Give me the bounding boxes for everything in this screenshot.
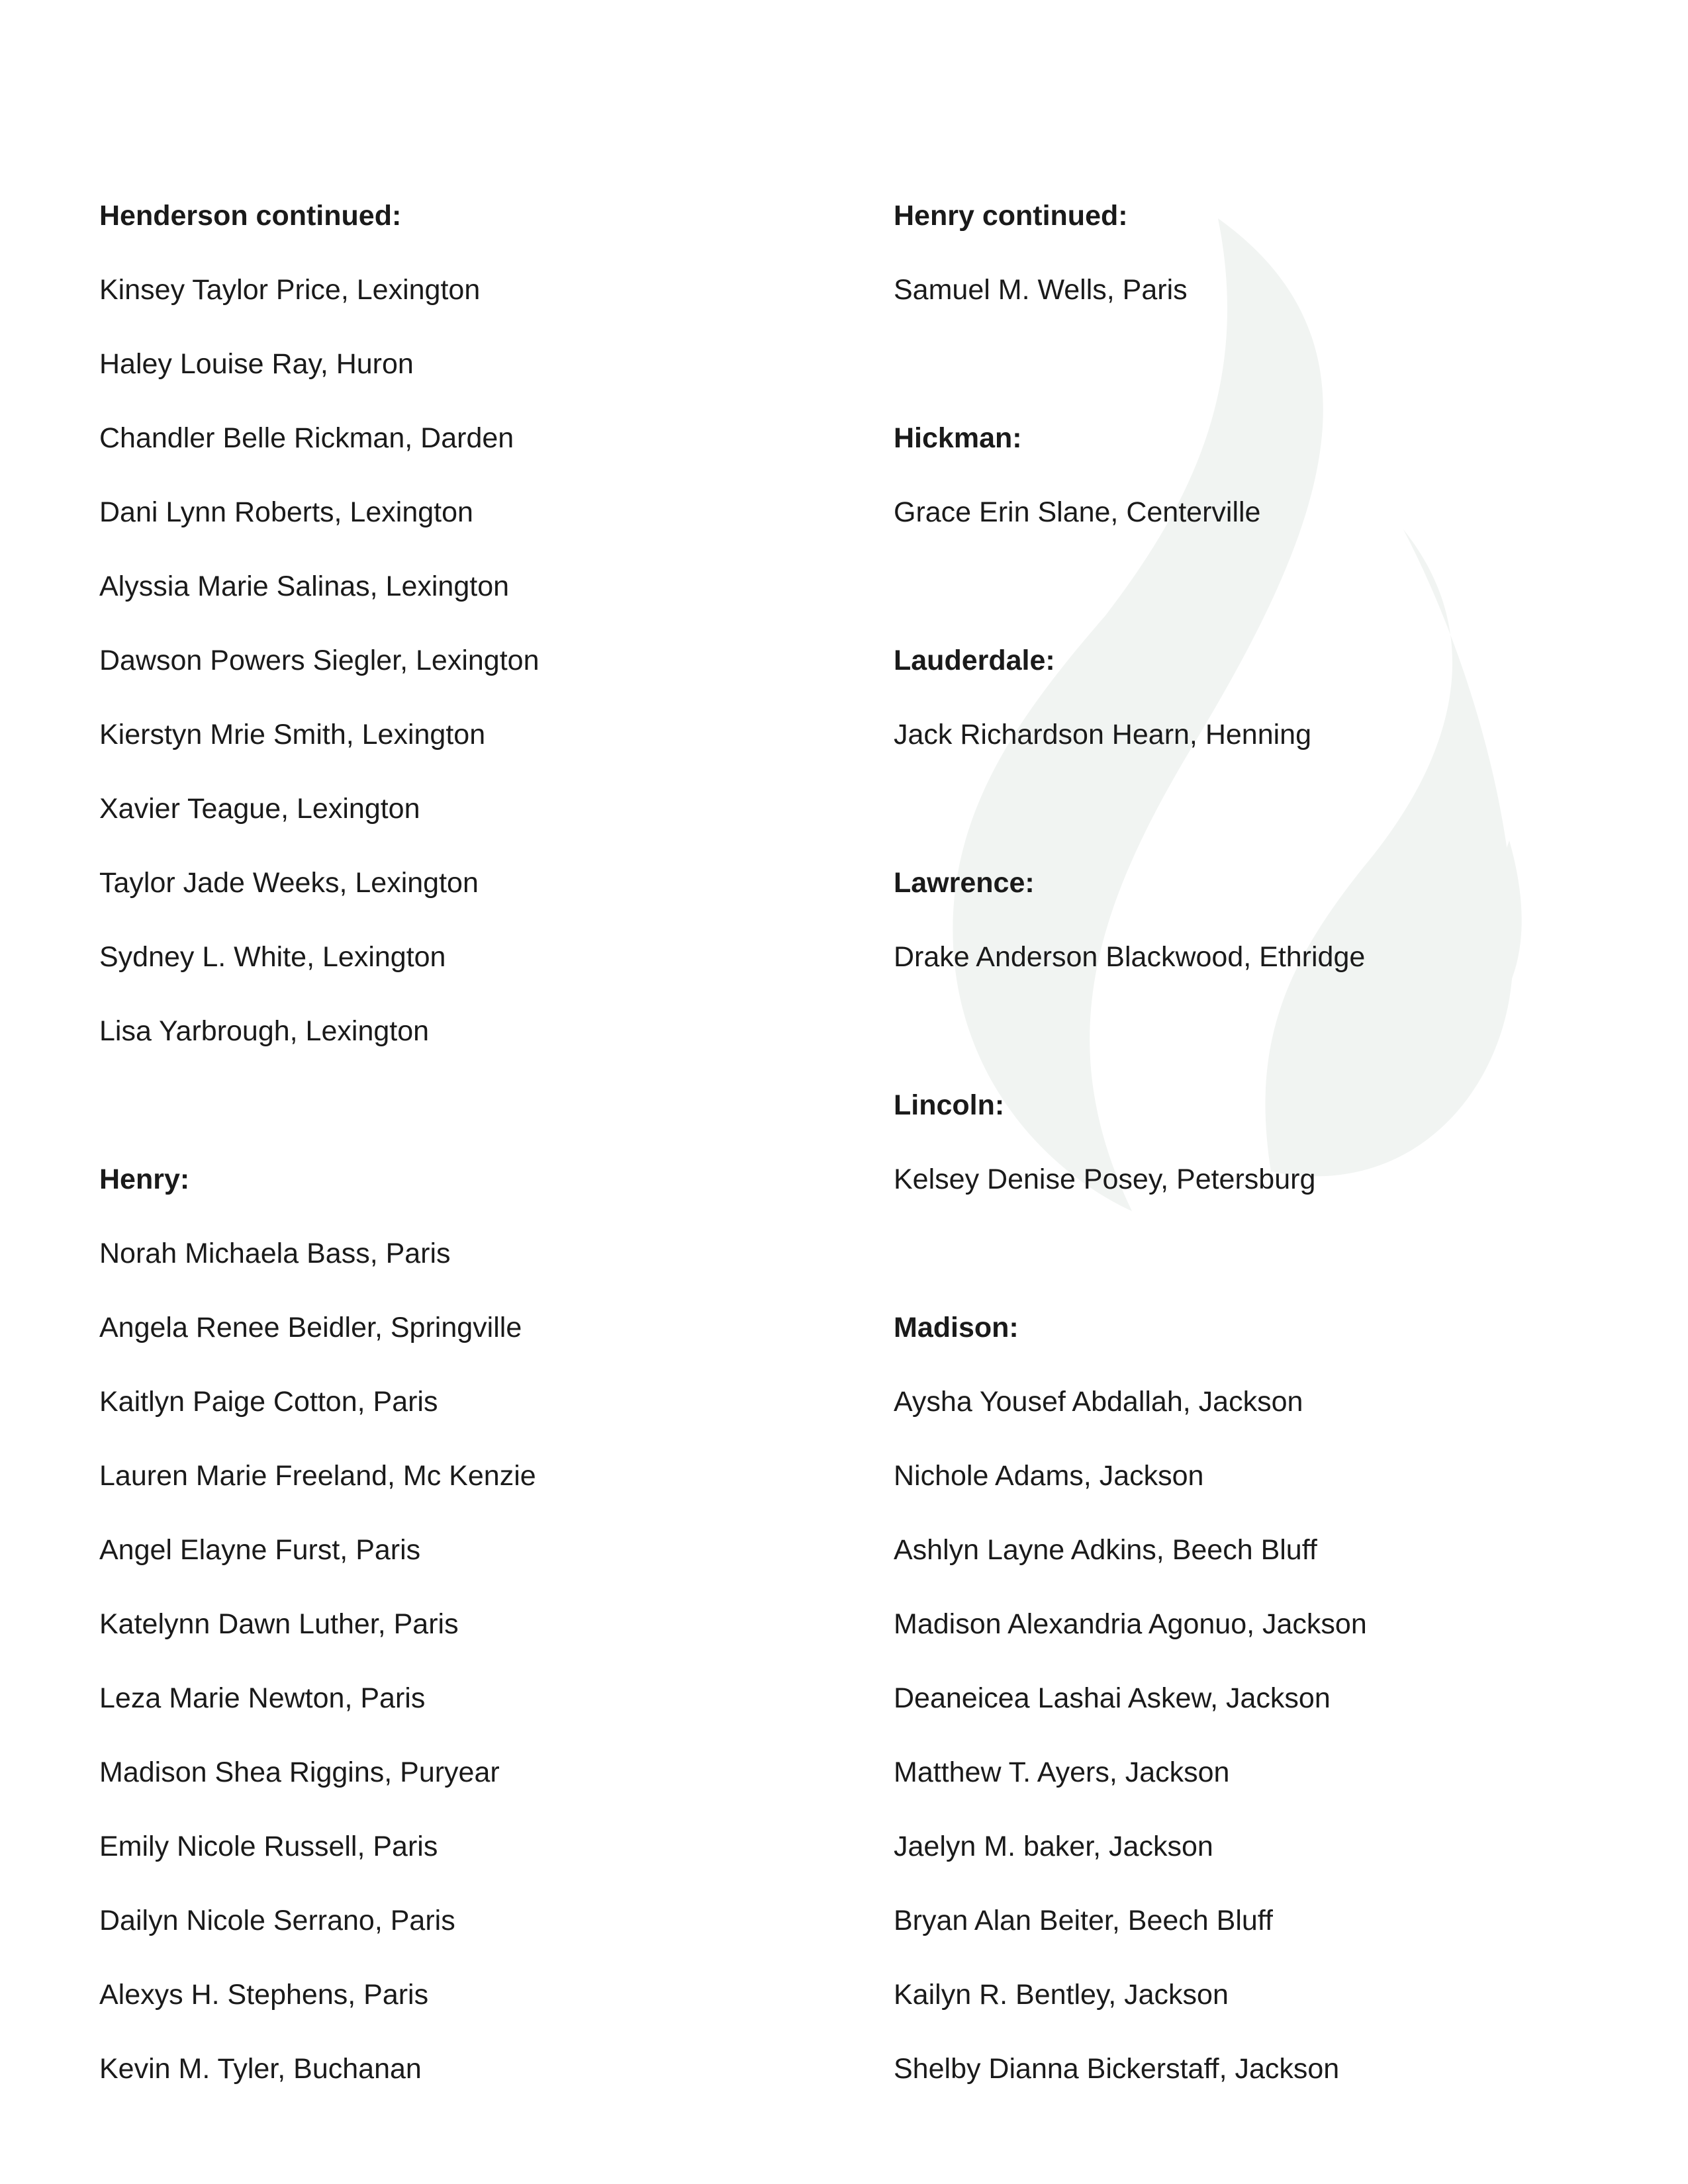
county-section-madison xyxy=(894,1291,1622,2106)
name-entry: Katelynn Dawn Luther, Paris xyxy=(99,1608,459,1640)
name-entry: Norah Michaela Bass, Paris xyxy=(99,1238,451,1269)
name-entry: Taylor Jade Weeks, Lexington xyxy=(99,867,479,899)
right-column xyxy=(894,179,1622,2106)
name-entry: Lisa Yarbrough, Lexington xyxy=(99,1015,430,1047)
name-entry: Kierstyn Mrie Smith, Lexington xyxy=(99,719,486,751)
name-list xyxy=(894,253,1622,327)
county-section-lauderdale xyxy=(894,623,1622,772)
name-entry: Kevin M. Tyler, Buchanan xyxy=(99,2053,422,2085)
name-entry: Kaitlyn Paige Cotton, Paris xyxy=(99,1386,438,1418)
name-entry: Dailyn Nicole Serrano, Paris xyxy=(99,1905,455,1936)
county-heading: Lawrence: xyxy=(894,867,1035,899)
name-entry: Bryan Alan Beiter, Beech Bluff xyxy=(894,1905,1273,1936)
name-entry: Matthew T. Ayers, Jackson xyxy=(894,1756,1230,1788)
county-section-henderson-continued xyxy=(99,179,827,1068)
name-entry: Jack Richardson Hearn, Henning xyxy=(894,719,1311,751)
name-entry: Chandler Belle Rickman, Darden xyxy=(99,422,514,454)
name-entry: Ashlyn Layne Adkins, Beech Bluff xyxy=(894,1534,1317,1566)
name-entry: Nichole Adams, Jackson xyxy=(894,1460,1204,1492)
name-entry: Xavier Teague, Lexington xyxy=(99,793,420,825)
county-section-henry xyxy=(99,1142,827,2106)
name-list xyxy=(894,1142,1622,1216)
name-entry: Lauren Marie Freeland, Mc Kenzie xyxy=(99,1460,536,1492)
name-list xyxy=(99,1216,827,2106)
county-heading: Henry: xyxy=(99,1163,190,1195)
name-entry: Angela Renee Beidler, Springville xyxy=(99,1312,522,1343)
name-entry: Sydney L. White, Lexington xyxy=(99,941,446,973)
name-entry: Madison Alexandria Agonuo, Jackson xyxy=(894,1608,1367,1640)
name-entry: Grace Erin Slane, Centerville xyxy=(894,496,1261,528)
name-entry: Drake Anderson Blackwood, Ethridge xyxy=(894,941,1366,973)
name-list xyxy=(894,698,1622,772)
name-entry: Jaelyn M. baker, Jackson xyxy=(894,1831,1213,1862)
name-entry: Leza Marie Newton, Paris xyxy=(99,1682,426,1714)
name-entry: Alyssia Marie Salinas, Lexington xyxy=(99,570,510,602)
name-list xyxy=(894,1365,1622,2106)
name-entry: Angel Elayne Furst, Paris xyxy=(99,1534,421,1566)
name-entry: Madison Shea Riggins, Puryear xyxy=(99,1756,500,1788)
county-heading: Lauderdale: xyxy=(894,645,1055,676)
county-section-lawrence xyxy=(894,846,1622,994)
county-heading: Madison: xyxy=(894,1312,1019,1343)
county-heading: Hickman: xyxy=(894,422,1022,454)
name-entry: Deaneicea Lashai Askew, Jackson xyxy=(894,1682,1331,1714)
county-heading: Lincoln: xyxy=(894,1089,1005,1121)
name-entry: Kailyn R. Bentley, Jackson xyxy=(894,1979,1229,2011)
county-heading: Henderson continued: xyxy=(99,200,402,232)
name-entry: Emily Nicole Russell, Paris xyxy=(99,1831,438,1862)
county-section-henry-continued xyxy=(894,179,1622,327)
name-entry: Kinsey Taylor Price, Lexington xyxy=(99,274,481,306)
name-list xyxy=(894,920,1622,994)
name-list xyxy=(99,253,827,1068)
name-entry: Haley Louise Ray, Huron xyxy=(99,348,414,380)
county-heading: Henry continued: xyxy=(894,200,1128,232)
name-entry: Samuel M. Wells, Paris xyxy=(894,274,1188,306)
name-entry: Alexys H. Stephens, Paris xyxy=(99,1979,429,2011)
county-section-hickman xyxy=(894,401,1622,549)
county-section-lincoln xyxy=(894,1068,1622,1216)
name-entry: Shelby Dianna Bickerstaff, Jackson xyxy=(894,2053,1340,2085)
name-entry: Dani Lynn Roberts, Lexington xyxy=(99,496,473,528)
name-entry: Dawson Powers Siegler, Lexington xyxy=(99,645,539,676)
name-entry: Kelsey Denise Posey, Petersburg xyxy=(894,1163,1316,1195)
name-list xyxy=(894,475,1622,549)
left-column xyxy=(99,179,827,2106)
name-entry: Aysha Yousef Abdallah, Jackson xyxy=(894,1386,1303,1418)
